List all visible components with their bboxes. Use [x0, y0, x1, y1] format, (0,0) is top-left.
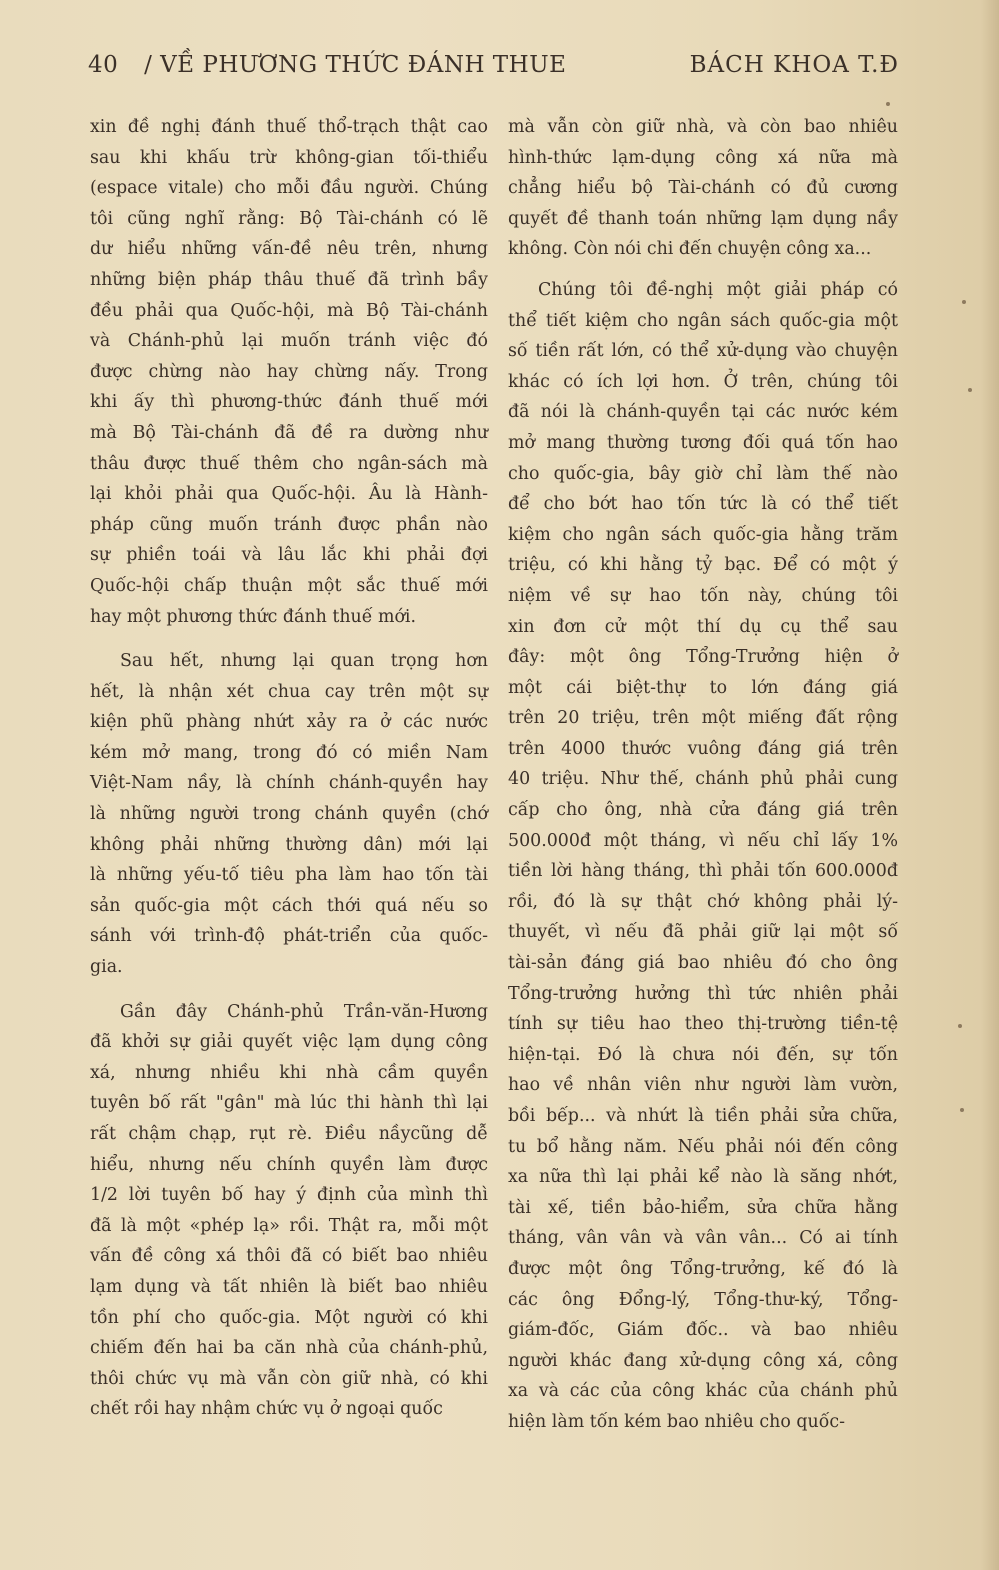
text-line: vấn đề công xá thôi đã có biết bao nhiêu: [90, 1246, 488, 1267]
text-line: cấp cho ông, nhà cửa đáng giá trên: [508, 800, 898, 821]
text-line: lại khỏi phải qua Quốc-hội. Âu là Hành-: [90, 484, 488, 505]
text-line: số tiền rất lớn, có thể xử-dụng vào chuyện: [508, 341, 898, 362]
text-line: tài-sản đáng giá bao nhiêu đó cho ông: [508, 953, 898, 974]
text-line: mà Bộ Tài-chánh đã đề ra dường như: [90, 422, 488, 443]
text-line: Chúng tôi đề-nghị một giải pháp có: [538, 279, 898, 300]
text-line: những biện pháp thâu thuế đã trình bầy: [90, 269, 488, 290]
text-line: hết, là nhận xét chua cay trên một sự: [90, 681, 488, 702]
left-column: [90, 112, 488, 1425]
text-line: gia.: [90, 957, 123, 978]
text-line: hình-thức lạm-dụng công xá nữa mà: [508, 147, 898, 168]
text-line: hiện làm tốn kém bao nhiêu cho quốc-: [508, 1411, 845, 1432]
text-line: Việt-Nam nầy, là chính chánh-quyền hay: [90, 773, 488, 794]
header-left: [88, 52, 566, 78]
page-edge-shadow: [981, 0, 999, 1570]
text-line: và Chánh-phủ lại muốn tránh việc đó: [90, 331, 488, 352]
text-line: thâu được thuế thêm cho ngân-sách mà: [90, 453, 488, 474]
text-line: tính sự tiêu hao theo thị-trường tiền-tệ: [508, 1014, 898, 1035]
text-line: thể tiết kiệm cho ngân sách quốc-gia một: [508, 310, 898, 331]
running-header: [88, 52, 899, 84]
text-line: 1/2 lời tuyên bố hay ý định của mình thì: [90, 1185, 488, 1206]
text-line: 500.000đ một tháng, vì nếu chỉ lấy 1%: [508, 830, 898, 851]
paragraph: [508, 112, 898, 265]
text-line: chết rồi hay nhậm chức vụ ở ngoại quốc: [90, 1399, 443, 1420]
text-line: sánh với trình-độ phát-triển của quốc-: [90, 926, 488, 947]
text-line: tuyên bố rất "gân" mà lúc thi hành thì lại: [90, 1093, 488, 1114]
text-line: kiện phũ phàng nhứt xảy ra ở các nước: [90, 712, 488, 733]
text-line: xá, nhưng nhiều khi nhà cầm quyền: [90, 1062, 488, 1083]
text-line: quyết đề thanh toán những lạm dụng nầy: [508, 208, 898, 229]
text-line: thôi chức vụ mà vẫn còn giữ nhà, có khi: [90, 1368, 488, 1389]
publication-name: BÁCH KHOA T.Đ: [689, 52, 899, 78]
text-line: rất chậm chạp, rụt rè. Điều nầycũng dễ: [90, 1124, 488, 1144]
text-line: Quốc-hội chấp thuận một sắc thuế mới: [90, 575, 488, 596]
text-line: đã khởi sự giải quyết việc lạm dụng công: [90, 1032, 488, 1053]
text-line: chẳng hiểu bộ Tài-chánh có đủ cương: [508, 178, 898, 199]
text-line: hiểu, nhưng nếu chính quyền làm được: [90, 1154, 488, 1175]
text-line: mà vẫn còn giữ nhà, và còn bao nhiêu: [508, 117, 898, 137]
text-line: tôi cũng nghĩ rằng: Bộ Tài-chánh có lẽ: [90, 208, 488, 229]
text-line: là những yếu-tố tiêu pha làm hao tốn tài: [90, 865, 488, 886]
text-line: Gần đây Chánh-phủ Trần-văn-Hương: [120, 1001, 488, 1022]
text-line: triệu, có khi hằng tỷ bạc. Để có một ý: [508, 555, 898, 576]
text-line: được chừng nào hay chừng nấy. Trong: [90, 361, 488, 382]
text-line: mở mang thường tương đối quá tốn hao: [508, 432, 898, 453]
text-line: sản quốc-gia một cách thới quá nếu so: [90, 895, 488, 916]
text-line: khác có ích lợi hơn. Ở trên, chúng tôi: [508, 371, 898, 392]
text-line: trên 20 triệu, trên một miếng đất rộng: [508, 708, 898, 729]
page-number: 40: [88, 52, 119, 78]
text-line: tháng, vân vân và vân vân... Có ai tính: [508, 1228, 898, 1249]
text-line: hiện-tại. Đó là chưa nói đến, sự tốn: [508, 1044, 898, 1065]
text-line: niệm về sự hao tốn này, chúng tôi: [508, 585, 898, 606]
text-line: đã là một «phép lạ» rồi. Thật ra, mỗi một: [90, 1215, 488, 1236]
text-line: đây: một ông Tổng-Trưởng hiện ở: [508, 647, 898, 668]
paragraph: [90, 112, 488, 632]
paragraph: [90, 997, 488, 1425]
right-column: [508, 112, 898, 1438]
text-line: khi ấy thì phương-thức đánh thuế mới: [90, 392, 488, 413]
text-line: bồi bếp... và nhứt là tiền phải sửa chữa,: [508, 1106, 898, 1126]
text-line: lạm dụng và tất nhiên là biết bao nhiêu: [90, 1276, 488, 1297]
text-line: người khác đang xử-dụng công xá, công: [508, 1350, 898, 1371]
text-line: không. Còn nói chi đến chuyện công xa...: [508, 239, 872, 260]
text-line: Sau hết, nhưng lại quan trọng hơn: [120, 651, 488, 672]
text-line: Tổng-trưởng hưởng thì tức nhiên phải: [508, 983, 898, 1004]
text-line: hao về nhân viên như người làm vườn,: [508, 1075, 898, 1096]
text-line: giám-đốc, Giám đốc.. và bao nhiêu: [508, 1320, 898, 1341]
text-line: hay một phương thức đánh thuế mới.: [90, 606, 417, 627]
header-separator: /: [144, 52, 153, 78]
text-line: các ông Đổng-lý, Tổng-thư-ký, Tổng-: [508, 1289, 898, 1310]
text-line: một cái biệt-thự to lớn đáng giá: [508, 677, 898, 698]
text-line: kém mở mang, trong đó có miền Nam: [90, 742, 488, 763]
paragraph: [90, 646, 488, 983]
text-line: chiếm đến hai ba căn nhà của chánh-phủ,: [90, 1338, 488, 1359]
text-line: tu bổ hằng năm. Nếu phải nói đến công: [508, 1136, 898, 1157]
text-line: kiệm cho ngân sách quốc-gia hằng trăm: [508, 524, 898, 545]
text-line: (espace vitale) cho mỗi đầu người. Chúng: [90, 178, 488, 199]
text-line: tiền lời hàng tháng, thì phải tốn 600.000đ: [508, 861, 898, 882]
text-line: tồn phí cho quốc-gia. Một người có khi: [90, 1307, 488, 1328]
text-line: tài xế, tiền bảo-hiểm, sửa chữa hằng: [508, 1197, 898, 1218]
text-line: được một ông Tổng-trưởng, kế đó là: [508, 1258, 898, 1279]
text-line: để cho bớt hao tốn tức là có thể tiết: [508, 494, 898, 515]
text-line: đều phải qua Quốc-hội, mà Bộ Tài-chánh: [90, 300, 488, 321]
text-line: thuyết, vì nếu đã phải giữ lại một số: [508, 922, 898, 943]
paragraph: [508, 275, 898, 1438]
text-line: là những người trong chánh quyền (chớ: [90, 804, 488, 825]
text-line: xa và các của công khác của chánh phủ: [508, 1381, 898, 1402]
text-line: cho quốc-gia, bây giờ chỉ làm thế nào: [508, 463, 898, 484]
text-line: 40 triệu. Như thế, chánh phủ phải cung: [508, 769, 898, 790]
text-line: rồi, đó là sự thật chớ không phải lý-: [508, 891, 898, 912]
text-line: đã nói là chánh-quyền tại các nước kém: [508, 402, 898, 423]
text-line: trên 4000 thước vuông đáng giá trên: [508, 738, 898, 759]
text-line: pháp cũng muốn tránh được phần nào: [90, 514, 488, 535]
text-line: sau khi khấu trừ không-gian tối-thiểu: [90, 147, 488, 168]
text-line: sự phiền toái và lâu lắc khi phải đợi: [90, 545, 488, 566]
text-line: không phải những thường dân) mới lại: [90, 834, 488, 855]
text-line: xin đơn cử một thí dụ cụ thể sau: [508, 616, 898, 637]
section-title: VỀ PHƯƠNG THỨC ĐÁNH THUE: [160, 52, 567, 78]
text-line: xin đề nghị đánh thuế thổ-trạch thật cao: [90, 117, 488, 137]
text-line: dư hiểu những vấn-đề nêu trên, nhưng: [90, 239, 488, 260]
text-line: xa nữa thì lại phải kể nào là săng nhớt,: [508, 1167, 898, 1188]
